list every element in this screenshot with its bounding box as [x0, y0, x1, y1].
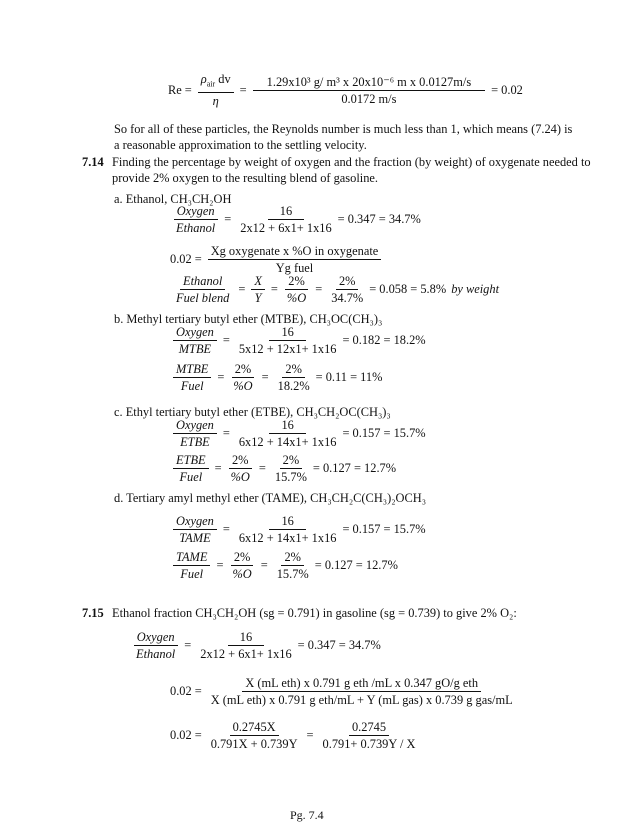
part-a-oxygen-fraction: $\frac{\text{Oxygen}}{\text{Ethanol}}$ = $\frac{16}{2x12 + 6x1+ 1x16}$ = 0.347 = 34.7%	[170, 204, 421, 235]
problem-7-15	[82, 606, 517, 621]
part-a-fuel-fraction: $\frac{\text{Ethanol}}{\text{Fuel blend}}$ = $\frac{X}{Y}$ = $\frac{2\%}{\%O}$ = $\frac{2\%}{34.7\%}$ = 0.058 = 5.8% by weight	[176, 274, 500, 305]
p715-definition: 0.02 = $\frac{\text{X (mL eth) x 0.791 g eth /mL x 0.347 gO/g eth}}{\text{X (mL eth) x 0.791 g eth/mL + Y (mL gas) x 0.739 g gas/mL}}$	[170, 676, 513, 707]
problem-text: Finding the percentage by weight of oxygen and the fraction (by weight) of oxygenate needed to provide 2% oxygen to the resulting blend of gasoline.	[112, 155, 591, 185]
re-lhs: Re	[168, 82, 182, 97]
part-b-label: b. Methyl tertiary butyl ether (MTBE), CH₃OC(CH₃)₃	[114, 312, 383, 326]
part-d-oxygen-fraction: $\frac{\text{Oxygen}}{\text{TAME}}$ = $\frac{16}{6x12 + 14x1+ 1x16}$ = 0.157 = 15.7%	[170, 514, 426, 545]
part-c-oxygen-fraction: $\frac{\text{Oxygen}}{\text{ETBE}}$ = $\frac{16}{6x12 + 14x1+ 1x16}$ = 0.157 = 15.7%	[170, 418, 426, 449]
reynolds-note: So for all of these particles, the Reynolds number is much less than 1, which means (7.24) is a reasonable approximation to the settling velocity.	[114, 122, 573, 152]
re-fraction-numeric: $\frac{\text{1.29x10³ g/ m³ x 20x10⁻⁶ m x 0.0127m/s}}{0.0172 m/s}$	[253, 75, 486, 106]
reynolds-equation: Re = $\frac{\rho_{air} dv}{\eta}$ = $\frac{\text{1.29x10³ g/ m³ x 20x10⁻⁶ m x 0.0127m/s}}{0.0172 m/s}$ = 0.02	[168, 72, 523, 109]
problem-number: 7.14	[82, 155, 104, 169]
p715-oxygen-fraction: $\frac{\text{Oxygen}}{\text{Ethanol}}$ = $\frac{16}{2x12 + 6x1+ 1x16}$ = 0.347 = 34.7%	[130, 630, 381, 661]
part-d-fuel-fraction: $\frac{\text{TAME}}{\text{Fuel}}$ = $\frac{2\%}{\%O}$ = $\frac{2\%}{15.7\%}$ = 0.127 = 12.7%	[170, 550, 398, 581]
re-fraction-symbolic: $\frac{\rho_{air} dv}{\eta}$	[198, 72, 234, 108]
problem-7-14	[82, 154, 606, 186]
part-b-oxygen-fraction: $\frac{\text{Oxygen}}{\text{MTBE}}$ = $\frac{16}{5x12 + 12x1+ 1x16}$ = 0.182 = 18.2%	[170, 325, 426, 356]
part-c-fuel-fraction: $\frac{\text{ETBE}}{\text{Fuel}}$ = $\frac{2\%}{\%O}$ = $\frac{2\%}{15.7\%}$ = 0.127 = 12.7%	[170, 453, 396, 484]
problem-text: Ethanol fraction CH₃CH₂OH (sg = 0.791) in gasoline (sg = 0.739) to give 2% O₂:	[112, 606, 517, 620]
problem-number: 7.15	[82, 606, 104, 620]
part-a-label: a. Ethanol, CH₃CH₂OH	[114, 192, 232, 206]
page-number: Pg. 7.4	[290, 808, 324, 822]
part-d-label: d. Tertiary amyl methyl ether (TAME), CH₃CH₂C(CH₃)₂OCH₃	[114, 491, 427, 505]
re-result: 0.02	[501, 82, 523, 97]
part-b-fuel-fraction: $\frac{\text{MTBE}}{\text{Fuel}}$ = $\frac{2\%}{\%O}$ = $\frac{2\%}{18.2\%}$ = 0.11 = 11%	[170, 362, 382, 393]
part-a-definition: 0.02 = $\frac{\text{Xg oxygenate x \%O in oxygenate}}{\text{Yg fuel}}$	[170, 244, 384, 275]
part-c-label: c. Ethyl tertiary butyl ether (ETBE), CH₃CH₂OC(CH₃)₃	[114, 405, 391, 419]
p715-simplified: 0.02 = $\frac{0.2745X}{0.791X + 0.739Y}$ = $\frac{0.2745}{0.791+ 0.739Y / X}$	[170, 720, 416, 751]
